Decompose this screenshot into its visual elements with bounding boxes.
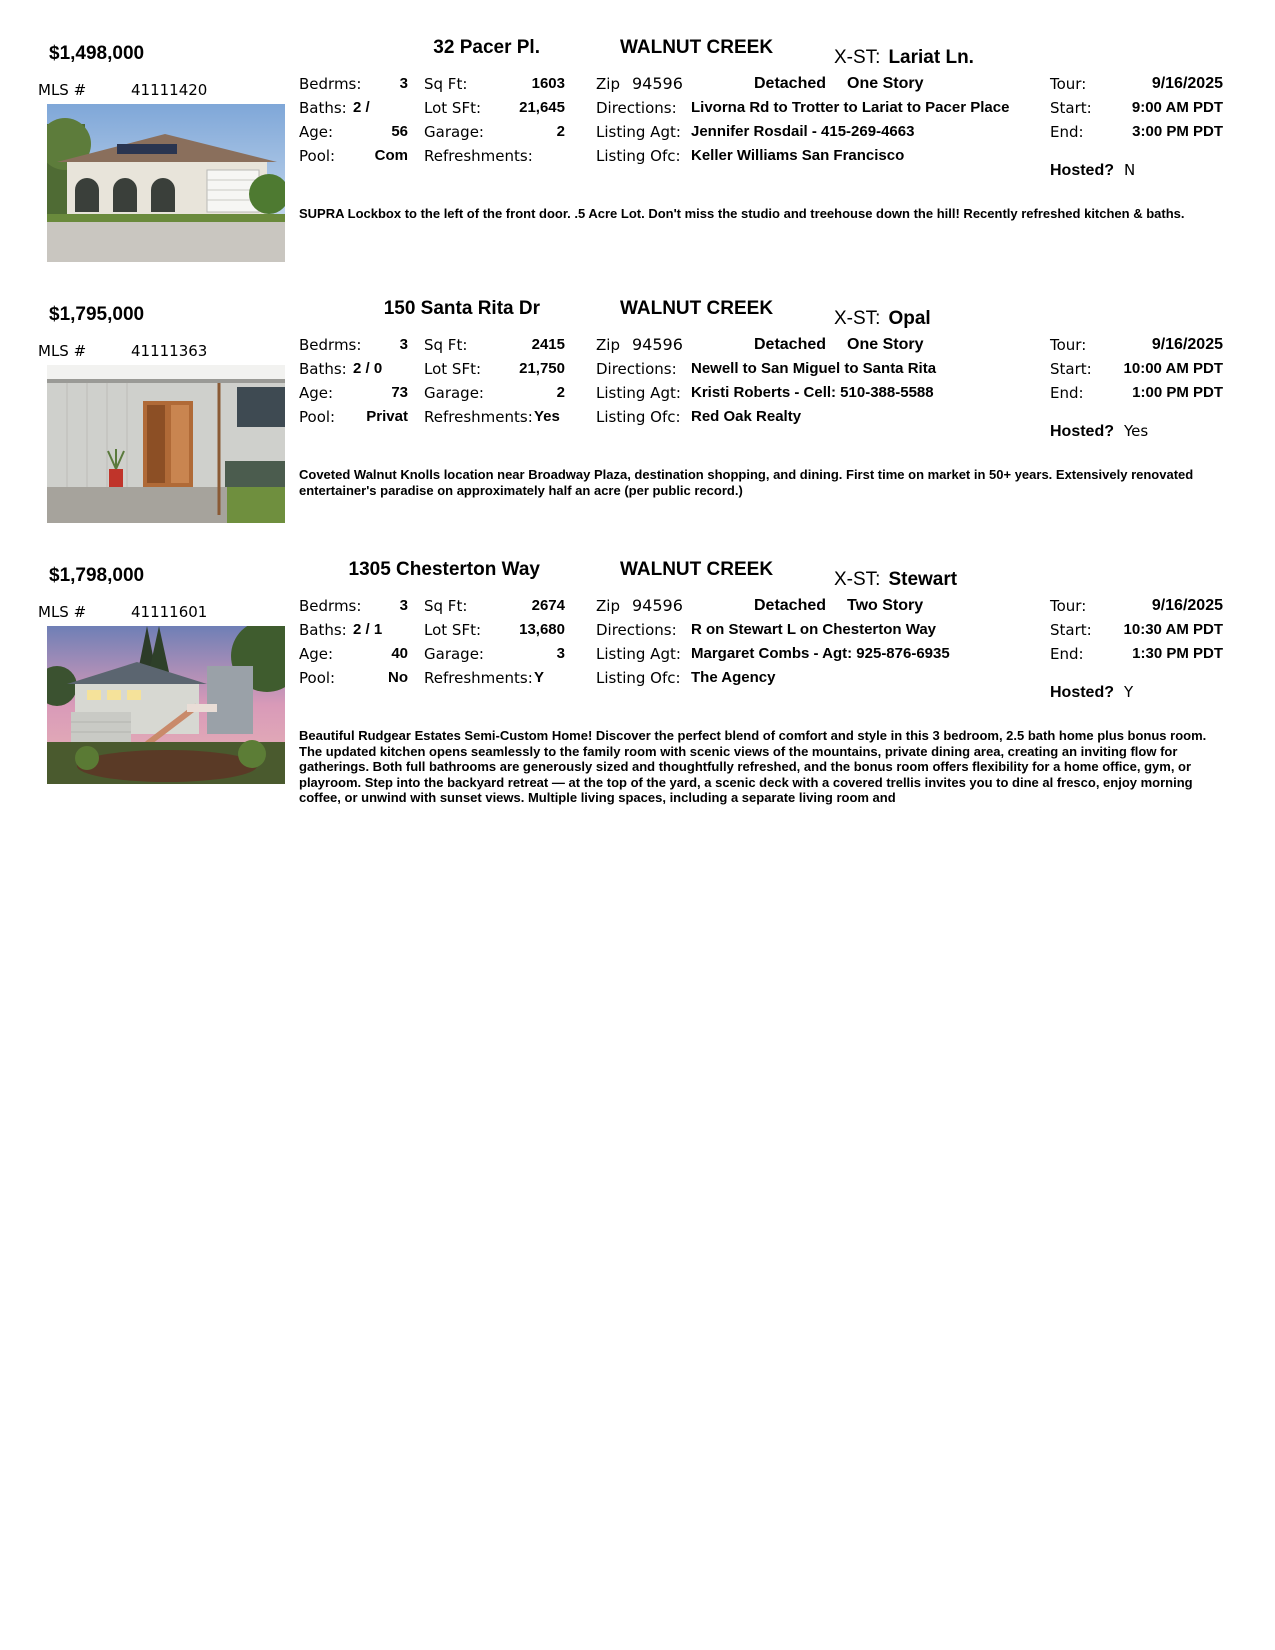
listing-address: 1305 Chesterton Way — [348, 559, 540, 580]
listing-price: $1,498,000 — [49, 43, 145, 64]
listing-photo — [47, 365, 285, 523]
baths-value: 2 / 1 — [353, 621, 383, 638]
listing-agent-value: Jennifer Rosdail - 415-269-4663 — [691, 123, 915, 140]
garage-value: 3 — [556, 645, 565, 662]
garage-value: 2 — [556, 384, 565, 401]
lot-sqft-label: Lot SFt: — [424, 360, 482, 378]
sqft-label: Sq Ft: — [424, 75, 468, 93]
mls-number: 41111420 — [131, 81, 208, 99]
age-value: 40 — [391, 645, 408, 662]
property-type: Detached — [754, 597, 827, 614]
refreshments-label: Refreshments: — [424, 408, 533, 426]
tour-date: 9/16/2025 — [1151, 336, 1223, 353]
listing-agent-label: Listing Agt: — [596, 123, 681, 141]
hosted — [1050, 161, 1135, 180]
age-value: 56 — [391, 123, 408, 140]
house-photo-3 — [47, 626, 285, 784]
cross-street — [834, 569, 957, 591]
end-label: End: — [1050, 123, 1084, 141]
hosted-value: Yes — [1124, 422, 1149, 440]
refreshments-label: Refreshments: — [424, 669, 533, 687]
listing-office-label: Listing Ofc: — [596, 147, 681, 165]
pool-label: Pool: — [299, 147, 336, 165]
lot-sqft-value: 21,645 — [519, 99, 565, 116]
garage-label: Garage: — [424, 645, 484, 663]
pool-label: Pool: — [299, 408, 336, 426]
listing-description: Beautiful Rudgear Estates Semi-Custom Home! Discover the perfect blend of comfort and style in this 3 bedroom, 2.5 bath home plus bonus room. The updated kitchen opens seamlessly to the family room with scenic views of the mountains, private dining area, creating an inviting flow for gatherings. Both full bathrooms are generously sized and thoughtfully refreshed, and the bonus room offers flexibility for a home office, gym, or playroom. Step into the backyard retreat — at the top of the yard, a scenic deck with a covered trellis invites you to dine al fresco, enjoy morning coffee, or unwind with sunset views. Multiple living spaces, including a separate living room and — [299, 728, 1207, 805]
cross-street — [834, 47, 974, 69]
zip-label: Zip — [596, 336, 620, 354]
start-time: 9:00 AM PDT — [1131, 99, 1223, 116]
listing-agent-value: Margaret Combs - Agt: 925-876-6935 — [691, 645, 950, 662]
refreshments-value: Yes — [534, 408, 560, 425]
start-time: 10:30 AM PDT — [1123, 621, 1223, 638]
listing-address: 150 Santa Rita Dr — [383, 298, 540, 319]
cross-street-label: X-ST: — [834, 308, 881, 329]
listing-office-value: Red Oak Realty — [691, 408, 802, 425]
lot-sqft-value: 13,680 — [519, 621, 565, 638]
listing-address: 32 Pacer Pl. — [433, 37, 540, 58]
bedrooms-label: Bedrms: — [299, 597, 362, 615]
garage-label: Garage: — [424, 123, 484, 141]
zip-value: 94596 — [631, 74, 683, 93]
listing-price: $1,795,000 — [49, 304, 145, 325]
tour-date: 9/16/2025 — [1151, 75, 1223, 92]
zip-label: Zip — [596, 597, 620, 615]
mls-number: 41111363 — [131, 342, 208, 360]
cross-street-value: Stewart — [888, 569, 958, 590]
listing-city: WALNUT CREEK — [620, 559, 774, 580]
sqft-value: 2415 — [531, 336, 565, 353]
listing-city: WALNUT CREEK — [620, 37, 774, 58]
listing-card — [0, 557, 1275, 817]
directions-value: R on Stewart L on Chesterton Way — [691, 621, 937, 638]
age-value: 73 — [391, 384, 408, 401]
start-time: 10:00 AM PDT — [1123, 360, 1223, 377]
hosted-label: Hosted? — [1050, 684, 1114, 701]
stories: One Story — [847, 75, 924, 92]
listing-office-label: Listing Ofc: — [596, 669, 681, 687]
sqft-value: 2674 — [531, 597, 565, 614]
age-label: Age: — [299, 384, 334, 402]
directions-label: Directions: — [596, 360, 677, 378]
bedrooms-label: Bedrms: — [299, 75, 362, 93]
stories: One Story — [847, 336, 924, 353]
garage-label: Garage: — [424, 384, 484, 402]
hosted — [1050, 683, 1133, 702]
pool-label: Pool: — [299, 669, 336, 687]
house-photo-2 — [47, 365, 285, 523]
sqft-label: Sq Ft: — [424, 336, 468, 354]
mls-number: 41111601 — [131, 603, 208, 621]
hosted-label: Hosted? — [1050, 162, 1114, 179]
end-time: 1:00 PM PDT — [1132, 384, 1223, 401]
listing-card — [0, 296, 1275, 556]
start-label: Start: — [1050, 99, 1092, 117]
garage-value: 2 — [556, 123, 565, 140]
listing-description: Coveted Walnut Knolls location near Broadway Plaza, destination shopping, and dining. First time on market in 50+ years. Extensively renovated entertainer's paradise on approximately half an acre (per public record.) — [299, 467, 1194, 498]
sqft-value: 1603 — [531, 75, 565, 92]
lot-sqft-value: 21,750 — [519, 360, 565, 377]
property-type: Detached — [754, 336, 827, 353]
cross-street-label: X-ST: — [834, 47, 881, 68]
sqft-label: Sq Ft: — [424, 597, 468, 615]
house-photo-1 — [47, 104, 285, 262]
bedrooms-value: 3 — [399, 75, 408, 92]
directions-label: Directions: — [596, 621, 677, 639]
mls-label: MLS # — [38, 81, 87, 99]
listing-agent-label: Listing Agt: — [596, 645, 681, 663]
tour-label: Tour: — [1050, 597, 1087, 615]
tour-date: 9/16/2025 — [1151, 597, 1223, 614]
listing-card — [0, 35, 1275, 295]
listing-price: $1,798,000 — [49, 565, 145, 586]
refreshments-label: Refreshments: — [424, 147, 533, 165]
baths-label: Baths: — [299, 621, 347, 639]
hosted — [1050, 422, 1148, 441]
zip — [596, 596, 683, 616]
pool-value: Com — [374, 147, 408, 164]
stories: Two Story — [847, 597, 924, 614]
zip-value: 94596 — [631, 596, 683, 615]
end-label: End: — [1050, 384, 1084, 402]
zip — [596, 335, 683, 355]
baths-label: Baths: — [299, 99, 347, 117]
zip-label: Zip — [596, 75, 620, 93]
listing-agent-label: Listing Agt: — [596, 384, 681, 402]
zip-value: 94596 — [631, 335, 683, 354]
baths-value: 2 / — [353, 99, 370, 116]
listing-description: SUPRA Lockbox to the left of the front door. .5 Acre Lot. Don't miss the studio and treehouse down the hill! Recently refreshed kitchen & baths. — [299, 206, 1185, 221]
pool-value: Privat — [366, 408, 408, 425]
lot-sqft-label: Lot SFt: — [424, 621, 482, 639]
zip — [596, 74, 683, 94]
hosted-label: Hosted? — [1050, 423, 1114, 440]
bedrooms-label: Bedrms: — [299, 336, 362, 354]
listing-photo — [47, 626, 285, 784]
property-type: Detached — [754, 75, 827, 92]
baths-value: 2 / 0 — [353, 360, 383, 377]
directions-value: Livorna Rd to Trotter to Lariat to Pacer Place — [691, 99, 1010, 116]
end-time: 1:30 PM PDT — [1132, 645, 1223, 662]
tour-label: Tour: — [1050, 75, 1087, 93]
baths-label: Baths: — [299, 360, 347, 378]
mls-label: MLS # — [38, 342, 87, 360]
cross-street-value: Opal — [888, 308, 931, 329]
bedrooms-value: 3 — [399, 336, 408, 353]
mls-label: MLS # — [38, 603, 87, 621]
listing-photo — [47, 104, 285, 262]
start-label: Start: — [1050, 621, 1092, 639]
hosted-value: Y — [1124, 683, 1134, 701]
listing-office-label: Listing Ofc: — [596, 408, 681, 426]
bedrooms-value: 3 — [399, 597, 408, 614]
end-label: End: — [1050, 645, 1084, 663]
lot-sqft-label: Lot SFt: — [424, 99, 482, 117]
cross-street-label: X-ST: — [834, 569, 881, 590]
cross-street-value: Lariat Ln. — [888, 47, 974, 68]
listing-city: WALNUT CREEK — [620, 298, 774, 319]
listing-agent-value: Kristi Roberts - Cell: 510-388-5588 — [691, 384, 934, 401]
pool-value: No — [388, 669, 408, 686]
end-time: 3:00 PM PDT — [1132, 123, 1223, 140]
listing-office-value: Keller Williams San Francisco — [691, 147, 905, 164]
listing-office-value: The Agency — [691, 669, 776, 686]
directions-label: Directions: — [596, 99, 677, 117]
start-label: Start: — [1050, 360, 1092, 378]
refreshments-value: Y — [534, 669, 545, 686]
hosted-value: N — [1124, 161, 1136, 179]
directions-value: Newell to San Miguel to Santa Rita — [691, 360, 937, 377]
tour-label: Tour: — [1050, 336, 1087, 354]
age-label: Age: — [299, 123, 334, 141]
age-label: Age: — [299, 645, 334, 663]
cross-street — [834, 308, 931, 330]
